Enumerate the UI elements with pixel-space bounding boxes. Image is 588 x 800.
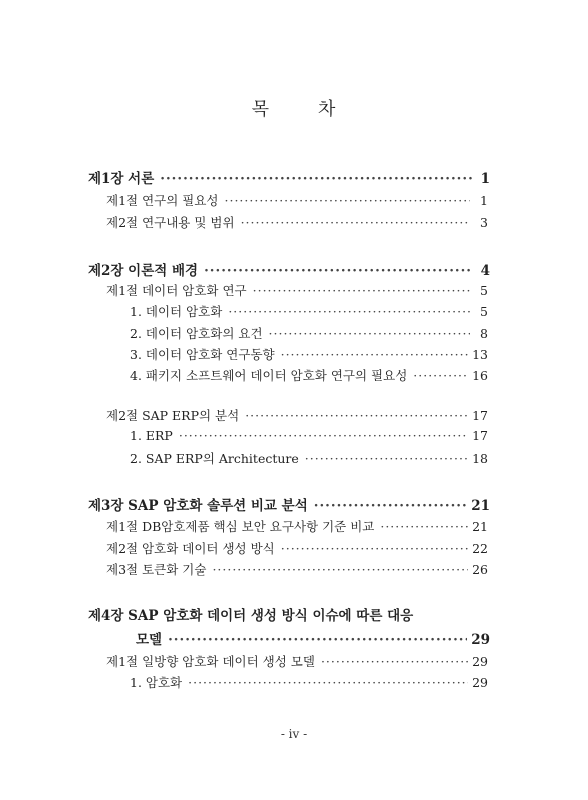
toc-entry-label: 제1절 연구의 필요성 <box>106 193 219 208</box>
dot-leader <box>188 675 468 690</box>
toc-section-entry[interactable] <box>106 539 488 557</box>
toc-entry-label: 제3절 토큰화 기술 <box>106 562 207 577</box>
toc-subsection-entry[interactable] <box>130 449 488 467</box>
toc-entry-page: 8 <box>480 326 488 341</box>
toc-entry-page: 21 <box>472 519 488 534</box>
toc-entry-page: 5 <box>480 283 488 298</box>
toc-entry-label: 4. 패키지 소프트웨어 데이터 암호화 연구의 필요성 <box>130 368 408 383</box>
toc-entry-label: 제4장 SAP 암호화 데이터 생성 방식 이슈에 따른 대응 <box>88 608 414 624</box>
dot-leader <box>321 654 468 669</box>
toc-section-entry[interactable] <box>106 406 488 424</box>
dot-leader <box>380 519 468 534</box>
toc-entry-page: 26 <box>472 562 488 577</box>
dot-leader <box>245 408 468 423</box>
toc-entry-label: 제2절 연구내용 및 범위 <box>106 215 235 230</box>
dot-leader <box>204 263 472 279</box>
dot-leader <box>212 562 468 577</box>
toc-title-right: 차 <box>318 99 337 120</box>
dot-leader <box>160 171 472 187</box>
toc-chapter-entry[interactable] <box>88 494 490 512</box>
toc-subsection-entry[interactable] <box>130 366 488 384</box>
toc-entry-label: 제2장 이론적 배경 <box>88 263 199 279</box>
toc-chapter-entry[interactable] <box>136 628 490 646</box>
dot-leader <box>305 451 468 466</box>
toc-entry-label: 제3장 SAP 암호화 솔루션 비교 분석 <box>88 498 308 514</box>
dot-leader <box>179 428 468 443</box>
toc-entry-page: 4 <box>480 263 490 279</box>
toc-entry-page: 3 <box>480 215 488 230</box>
toc-entry-page: 17 <box>472 408 488 423</box>
toc-entry-label: 2. 데이터 암호화의 요건 <box>130 326 263 341</box>
toc-entry-label: 제1장 서론 <box>88 171 155 187</box>
dot-leader <box>281 541 468 556</box>
toc-entry-page: 21 <box>471 498 490 514</box>
toc-title <box>0 95 588 121</box>
dot-leader <box>253 283 470 298</box>
toc-section-entry[interactable] <box>106 652 488 670</box>
toc-chapter-entry[interactable] <box>88 259 490 277</box>
toc-entry-page: 13 <box>472 347 488 362</box>
dot-leader <box>413 368 468 383</box>
toc-entry-page: 1 <box>480 193 488 208</box>
toc-entry-label: 1. 암호화 <box>130 675 183 690</box>
toc-subsection-entry[interactable] <box>130 324 488 342</box>
toc-entry-page: 17 <box>472 428 488 443</box>
dot-leader <box>269 326 470 341</box>
toc-entry-label: 3. 데이터 암호화 연구동향 <box>130 347 275 362</box>
toc-subsection-entry[interactable] <box>130 428 488 446</box>
toc-entry-label: 제2절 암호화 데이터 생성 방식 <box>106 541 275 556</box>
toc-chapter-heading[interactable] <box>88 604 490 622</box>
toc-entry-page: 29 <box>472 675 488 690</box>
toc-section-entry[interactable] <box>106 517 488 535</box>
toc-section-entry[interactable] <box>106 281 488 299</box>
dot-leader <box>314 498 467 514</box>
toc-entry-label: 제2절 SAP ERP의 분석 <box>106 408 240 423</box>
toc-subsection-entry[interactable] <box>130 673 488 691</box>
dot-leader <box>225 193 471 208</box>
toc-subsection-entry[interactable] <box>130 345 488 363</box>
toc-entry-page: 18 <box>472 451 488 466</box>
toc-entry-page: 29 <box>471 632 490 648</box>
toc-section-entry[interactable] <box>106 191 488 209</box>
dot-leader <box>281 347 468 362</box>
toc-entry-page: 5 <box>480 304 488 319</box>
toc-section-entry[interactable] <box>106 213 488 231</box>
toc-entry-label: 제1절 데이터 암호화 연구 <box>106 283 247 298</box>
toc-entry-label: 제1절 DB암호제품 핵심 보안 요구사항 기준 비교 <box>106 519 375 534</box>
toc-entry-page: 1 <box>480 171 490 187</box>
page-number: - iv - <box>280 727 308 741</box>
toc-subsection-entry[interactable] <box>130 302 488 320</box>
toc-entry-page: 29 <box>472 654 488 669</box>
toc-entry-label: 1. ERP <box>130 428 173 443</box>
toc-entry-label: 제1절 일방향 암호화 데이터 생성 모델 <box>106 654 315 669</box>
toc-entry-label: 1. 데이터 암호화 <box>130 304 223 319</box>
dot-leader <box>168 632 467 648</box>
toc-section-entry[interactable] <box>106 560 488 578</box>
toc-chapter-entry[interactable] <box>88 167 490 185</box>
toc-entry-label: 2. SAP ERP의 Architecture <box>130 451 299 466</box>
dot-leader <box>241 215 470 230</box>
dot-leader <box>228 304 470 319</box>
toc-entry-label: 모델 <box>136 632 163 648</box>
toc-entry-page: 16 <box>472 368 488 383</box>
toc-title-left: 목 <box>251 99 270 120</box>
toc-entry-page: 22 <box>472 541 488 556</box>
